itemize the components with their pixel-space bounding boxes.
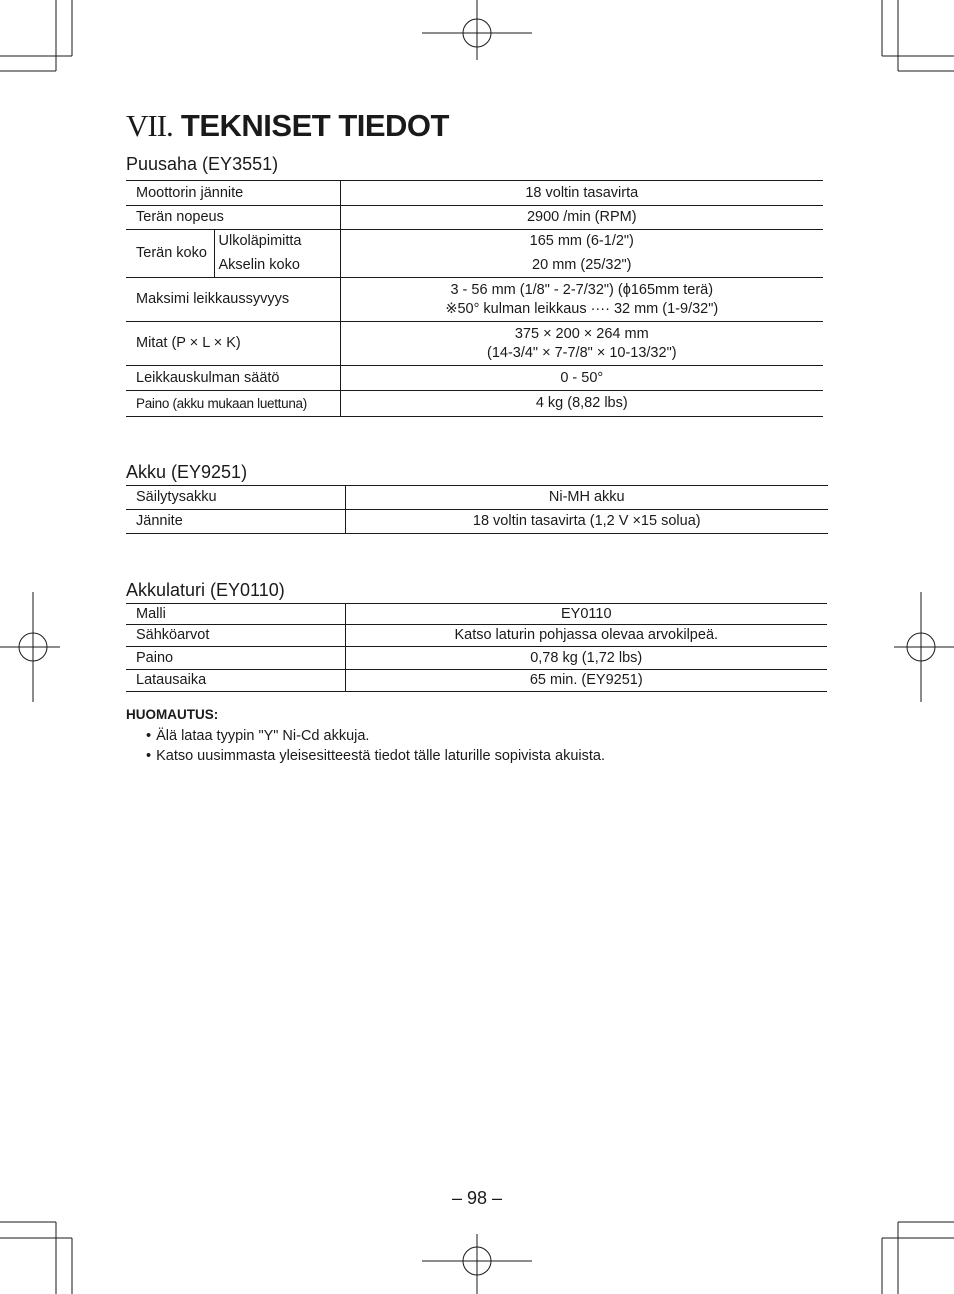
table-row xyxy=(126,625,827,647)
table-row xyxy=(126,206,823,230)
table-row xyxy=(126,322,823,366)
table-row xyxy=(126,604,827,625)
saw-weight-value: 4 kg (8,82 lbs) xyxy=(340,391,823,417)
charger-time-label: Latausaika xyxy=(126,670,345,692)
saw-speed-label: Terän nopeus xyxy=(126,206,340,230)
saw-voltage-label: Moottorin jännite xyxy=(126,181,340,206)
battery-voltage-value: 18 voltin tasavirta (1,2 V ×15 solua) xyxy=(345,510,828,534)
saw-heading: Puusaha (EY3551) xyxy=(126,154,279,174)
saw-dims-value-line1: 375 × 200 × 264 mm xyxy=(514,325,649,342)
charger-model-value: EY0110 xyxy=(345,604,827,625)
charger-weight-value: 0,78 kg (1,72 lbs) xyxy=(345,647,827,670)
saw-spec-table xyxy=(126,180,823,417)
table-row xyxy=(126,366,823,391)
page-title xyxy=(126,108,449,144)
saw-dims-value-line2: (14-3/4" × 7-7/8" × 10-13/32") xyxy=(486,344,677,361)
battery-voltage-label: Jännite xyxy=(126,510,345,534)
table-row xyxy=(126,510,828,534)
charger-spec-table xyxy=(126,603,827,692)
battery-heading: Akku (EY9251) xyxy=(126,462,248,482)
list-item: • Älä lataa tyypin "Y" Ni-Cd akkuja. xyxy=(146,726,605,746)
charger-rating-value: Katso laturin pohjassa olevaa arvokilpeä. xyxy=(345,625,827,647)
saw-dims-label: Mitat (P × L × K) xyxy=(126,322,340,366)
saw-cut-value xyxy=(340,278,823,322)
saw-bevel-label: Leikkauskulman säätö xyxy=(126,366,340,391)
table-row xyxy=(126,670,827,692)
table-row xyxy=(126,181,823,206)
table-row xyxy=(126,391,823,417)
saw-dims-value xyxy=(340,322,823,366)
saw-bevel-value: 0 - 50° xyxy=(340,366,823,391)
chapter-numeral: VII. xyxy=(126,108,173,143)
table-row xyxy=(126,230,823,254)
table-row xyxy=(126,254,823,278)
charger-model-label: Malli xyxy=(126,604,345,625)
saw-blade-outer-label: Ulkoläpimitta xyxy=(214,230,340,254)
battery-storage-value: Ni-MH akku xyxy=(345,486,828,510)
note-title: HUOMAUTUS: xyxy=(126,707,219,722)
table-row xyxy=(126,647,827,670)
charger-heading: Akkulaturi (EY0110) xyxy=(126,580,285,600)
note-list xyxy=(146,726,605,766)
list-item: • Katso uusimmasta yleisesitteestä tiedot tälle laturille sopivista akuista. xyxy=(146,746,605,766)
saw-voltage-value: 18 voltin tasavirta xyxy=(340,181,823,206)
saw-speed-value: 2900 /min (RPM) xyxy=(340,206,823,230)
saw-blade-bore-label: Akselin koko xyxy=(214,254,340,278)
saw-cut-label: Maksimi leikkaussyvyys xyxy=(126,278,340,322)
saw-blade-outer-value: 165 mm (6-1/2") xyxy=(340,230,823,254)
saw-blade-bore-value: 20 mm (25/32") xyxy=(340,254,823,278)
saw-cut-value-line2: ※50° kulman leikkaus ···· 32 mm (1-9/32") xyxy=(445,300,719,317)
battery-storage-label: Säilytysakku xyxy=(126,486,345,510)
saw-weight-label: Paino (akku mukaan luettuna) xyxy=(126,391,340,417)
charger-weight-label: Paino xyxy=(126,647,345,670)
page-number: – 98 – xyxy=(451,1188,503,1208)
table-row xyxy=(126,278,823,322)
charger-time-value: 65 min. (EY9251) xyxy=(345,670,827,692)
charger-rating-label: Sähköarvot xyxy=(126,625,345,647)
saw-blade-label: Terän koko xyxy=(126,230,214,278)
chapter-title: TEKNISET TIEDOT xyxy=(180,108,449,143)
saw-cut-value-line1: 3 - 56 mm (1/8" - 2-7/32") (ϕ165mm terä) xyxy=(450,281,714,298)
table-row xyxy=(126,486,828,510)
battery-spec-table xyxy=(126,485,828,534)
